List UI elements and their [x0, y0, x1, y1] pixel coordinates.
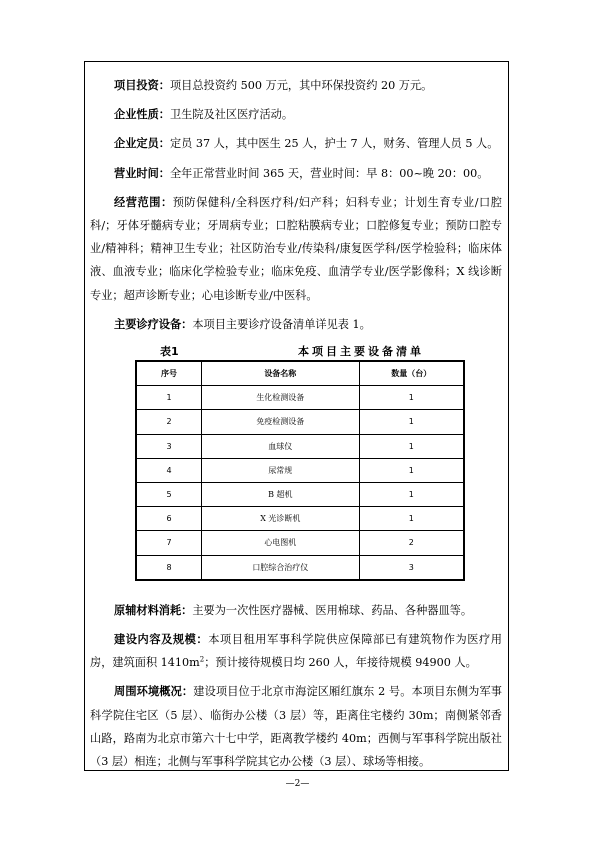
cell-quantity: 2 [359, 531, 464, 555]
cell-index: 7 [136, 531, 202, 555]
text-hours: 全年正常营业时间 365 天，营业时间：早 8：00~晚 20：00。 [169, 166, 489, 180]
table-header-row [136, 361, 464, 386]
cell-device-name: 生化检测设备 [202, 386, 359, 410]
equipment-table [135, 360, 465, 581]
label-scope: 经营范围： [114, 195, 173, 209]
label-surroundings: 周围环境概况： [114, 685, 194, 699]
table-number: 表1 [160, 345, 179, 359]
cell-index: 5 [136, 483, 202, 507]
cell-device-name: 心电图机 [202, 531, 359, 555]
label-construction: 建设内容及规模： [114, 633, 209, 647]
header-quantity: 数量（台） [359, 361, 464, 386]
text-investment: 项目总投资约 500 万元，其中环保投资约 20 万元。 [169, 79, 433, 92]
cell-index: 1 [136, 386, 202, 410]
area-superscript: 2 [199, 655, 205, 664]
cell-quantity: 1 [359, 458, 464, 482]
table-caption [90, 336, 502, 360]
cell-quantity: 1 [359, 507, 464, 531]
table-row [136, 555, 464, 580]
table-row [136, 410, 464, 434]
header-device-name: 设备名称 [202, 361, 359, 386]
text-surroundings: 建设项目位于北京市海淀区厢红旗东 2 号。本项目东侧为军事科学院住宅区（5 层）、临街办公楼（3 层）等，距离住宅楼约 30m；南侧紧邻香山路，路南为北京市第六十七中学，距离教学楼约 40m；西侧与军事科学院出版社（3 层）相连；北侧与军事科学院其它办公楼（3 层）、球场等相接。 [90, 685, 502, 769]
cell-device-name: 尿常规 [202, 458, 359, 482]
text-scope: 预防保健科/全科医疗科/妇产科；妇科专业；计划生育专业/口腔科/；牙体牙髓病专业；牙周病专业；口腔粘膜病专业；口腔修复专业；预防口腔专业/精神科；精神卫生专业；社区防治专业/传染科/康复医学科/医学检验科；临床体液、血液专业；临床化学检验专业；临床免疫、血清学专业/医学影像科；X 线诊断专业；超声诊断专业；心电诊断专业/中医科。 [90, 195, 502, 302]
table-row [136, 531, 464, 555]
paragraph-hours [90, 162, 502, 185]
text-staff: 定员 37 人，其中医生 25 人，护士 7 人，财务、管理人员 5 人。 [169, 137, 499, 151]
table-row [136, 458, 464, 482]
cell-quantity: 1 [359, 483, 464, 507]
table-title: 本项目主要设备清单 [298, 345, 424, 359]
paragraph-scope [90, 191, 502, 307]
paragraph-equipment [90, 313, 502, 336]
label-staff: 企业定员： [114, 137, 170, 151]
table-row [136, 434, 464, 458]
cell-quantity: 1 [359, 410, 464, 434]
text-construction-2: ；预计接待规模日均 260 人，年接待规模 94900 人。 [204, 656, 477, 670]
paragraph-nature [90, 103, 502, 126]
cell-index: 8 [136, 555, 202, 580]
cell-quantity: 3 [359, 555, 464, 580]
paragraph-surroundings [90, 680, 502, 773]
page-number: —2— [285, 779, 310, 789]
cell-index: 3 [136, 434, 202, 458]
text-equipment: 本项目主要诊疗设备清单详见表 1。 [192, 317, 371, 331]
label-hours: 营业时间： [114, 166, 170, 180]
label-materials: 原辅材料消耗： [114, 603, 193, 617]
paragraph-materials [90, 599, 502, 622]
cell-quantity: 1 [359, 386, 464, 410]
cell-device-name: 血球仪 [202, 434, 359, 458]
table-row [136, 386, 464, 410]
text-materials: 主要为一次性医疗器械、医用棉球、药品、各种器皿等。 [192, 603, 473, 617]
paragraph-construction [90, 628, 502, 674]
cell-index: 2 [136, 410, 202, 434]
label-investment: 项目投资： [114, 79, 170, 92]
cell-quantity: 1 [359, 434, 464, 458]
header-index: 序号 [136, 361, 202, 386]
text-construction-1: 本项目租用军事科学院供应保障部已有建筑物作为医疗用房，建筑面积 1410m [90, 633, 502, 670]
cell-index: 4 [136, 458, 202, 482]
text-nature: 卫生院及社区医疗活动。 [169, 108, 294, 122]
cell-device-name: 口腔综合治疗仪 [202, 555, 359, 580]
label-nature: 企业性质： [114, 108, 170, 122]
cell-device-name: B 超机 [202, 483, 359, 507]
document-body [90, 74, 502, 773]
paragraph-investment [90, 74, 502, 97]
cell-device-name: 免疫检测设备 [202, 410, 359, 434]
table-row [136, 483, 464, 507]
cell-device-name: X 光诊断机 [202, 507, 359, 531]
cell-index: 6 [136, 507, 202, 531]
table-row [136, 507, 464, 531]
paragraph-staff [90, 132, 502, 155]
label-equipment: 主要诊疗设备： [114, 317, 193, 331]
